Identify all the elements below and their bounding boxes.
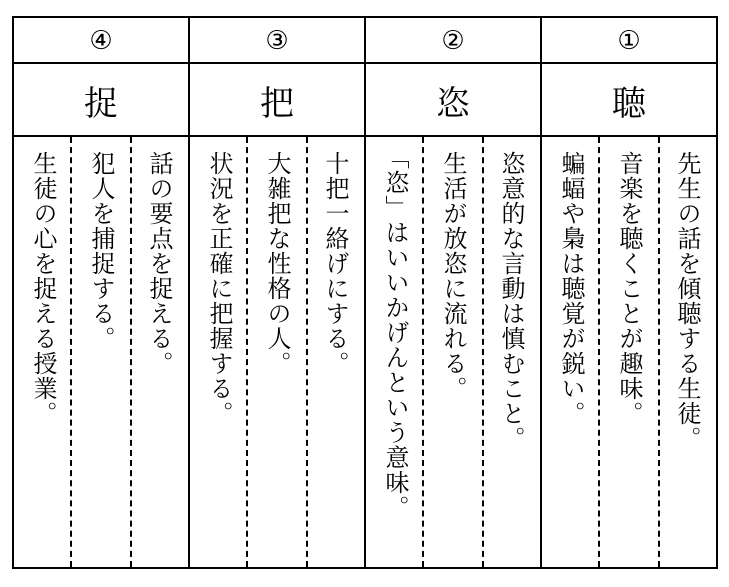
example-sentence-2: 犯人を捕捉する。 [87, 151, 115, 351]
example-sentence-3: 十把一絡げにする。 [321, 151, 349, 376]
example-sentence-1: 生徒の心を捉える授業。 [29, 151, 57, 426]
example-sentence-3: 恣意的な言動は慎むこと。 [497, 151, 525, 451]
example-sentences [14, 137, 188, 567]
example-sentence-1: 状況を正確に把握する。 [205, 151, 233, 426]
kanji-column-4 [14, 18, 188, 567]
example-sentence-1: 蝙蝠や梟は聴覚が鋭い。 [557, 151, 585, 426]
kanji-column-3 [190, 18, 364, 567]
example-sentence-3: 先生の話を傾聴する生徒。 [673, 151, 701, 451]
example-sentences [190, 137, 364, 567]
kanji-worksheet [12, 16, 718, 569]
item-number: ③ [265, 26, 289, 56]
example-sentence-2: 大雑把な性格の人。 [263, 151, 291, 376]
item-number: ④ [89, 26, 113, 56]
example-sentence-3: 話の要点を捉える。 [145, 151, 173, 376]
example-sentence-2: 生活が放恣に流れる。 [439, 151, 467, 401]
item-number: ② [441, 26, 465, 56]
target-kanji: 聴 [612, 84, 646, 124]
example-sentences [366, 137, 540, 567]
example-sentences [542, 137, 716, 567]
item-number: ① [617, 26, 641, 56]
kanji-column-1 [542, 18, 716, 567]
example-sentence-2: 音楽を聴くことが趣味。 [615, 151, 643, 426]
target-kanji: 恣 [436, 84, 470, 124]
example-sentence-1: 「恣」はいいかげんという意味。 [381, 145, 409, 520]
kanji-column-2 [366, 18, 540, 567]
target-kanji: 捉 [84, 84, 118, 124]
target-kanji: 把 [260, 84, 294, 124]
